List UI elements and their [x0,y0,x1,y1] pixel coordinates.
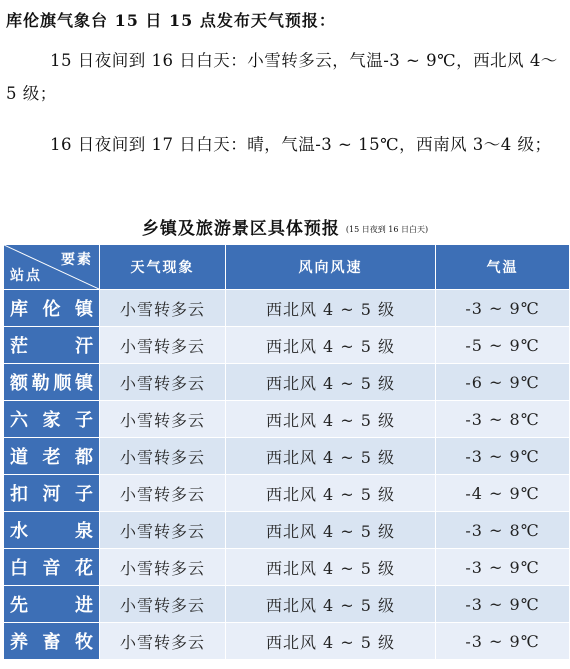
station-cell: 额勒顺镇 [4,364,100,401]
temperature-cell: -3 ~ 9℃ [436,438,570,475]
wind-cell: 西北风 4 ~ 5 级 [226,549,436,586]
corner-label-stations: 站点 [10,268,42,284]
temperature-cell: -3 ~ 9℃ [436,290,570,327]
header-wind: 风向风速 [226,245,436,290]
weather-cell: 小雪转多云 [100,623,226,660]
weather-cell: 小雪转多云 [100,290,226,327]
station-cell: 先进 [4,586,100,623]
forecast-paragraph-day1: 15 日夜间到 16 日白天：小雪转多云，气温-3 ~ 9℃，西北风 4～5 级； [6,51,558,103]
table-row [4,290,570,327]
temperature-cell: -3 ~ 9℃ [436,549,570,586]
table-row [4,401,570,438]
weather-cell: 小雪转多云 [100,327,226,364]
temperature-cell: -3 ~ 8℃ [436,401,570,438]
table-subtitle [0,214,570,239]
station-cell: 道老都 [4,438,100,475]
station-cell: 扣河子 [4,475,100,512]
temperature-cell: -3 ~ 9℃ [436,623,570,660]
station-cell: 水泉 [4,512,100,549]
wind-cell: 西北风 4 ~ 5 级 [226,475,436,512]
wind-cell: 西北风 4 ~ 5 级 [226,512,436,549]
temperature-cell: -3 ~ 8℃ [436,512,570,549]
header-temperature: 气温 [436,245,570,290]
temperature-cell: -6 ~ 9℃ [436,364,570,401]
station-cell: 茫汗 [4,327,100,364]
wind-cell: 西北风 4 ~ 5 级 [226,364,436,401]
weather-cell: 小雪转多云 [100,512,226,549]
corner-label-elements: 要素 [61,252,93,268]
wind-cell: 西北风 4 ~ 5 级 [226,438,436,475]
table-row [4,438,570,475]
station-cell: 白音花 [4,549,100,586]
table-row [4,623,570,660]
corner-header-cell [4,245,100,290]
wind-cell: 西北风 4 ~ 5 级 [226,290,436,327]
weather-cell: 小雪转多云 [100,549,226,586]
temperature-cell: -3 ~ 9℃ [436,586,570,623]
weather-cell: 小雪转多云 [100,401,226,438]
temperature-cell: -5 ~ 9℃ [436,327,570,364]
table-row [4,586,570,623]
wind-cell: 西北风 4 ~ 5 级 [226,586,436,623]
table-row [4,364,570,401]
header-weather: 天气现象 [100,245,226,290]
table-body [4,290,570,660]
wind-cell: 西北风 4 ~ 5 级 [226,401,436,438]
weather-cell: 小雪转多云 [100,586,226,623]
forecast-paragraph-day2: 16 日夜间到 17 日白天：晴，气温-3 ~ 15℃，西南风 3～4 级； [50,135,552,154]
temperature-cell: -4 ~ 9℃ [436,475,570,512]
station-cell: 六家子 [4,401,100,438]
station-cell: 养畜牧 [4,623,100,660]
township-forecast-table [3,244,570,660]
table-period-note: (15 日夜到 16 日白天) [345,225,429,234]
table-title: 乡镇及旅游景区具体预报 [141,219,340,239]
table-row [4,327,570,364]
table-row [4,512,570,549]
wind-cell: 西北风 4 ~ 5 级 [226,623,436,660]
forecast-headline: 库伦旗气象台 15 日 15 点发布天气预报： [6,11,336,30]
weather-cell: 小雪转多云 [100,364,226,401]
table-row [4,475,570,512]
station-cell: 库伦镇 [4,290,100,327]
weather-cell: 小雪转多云 [100,475,226,512]
table-row [4,549,570,586]
wind-cell: 西北风 4 ~ 5 级 [226,327,436,364]
weather-cell: 小雪转多云 [100,438,226,475]
table-header-row [4,245,570,290]
